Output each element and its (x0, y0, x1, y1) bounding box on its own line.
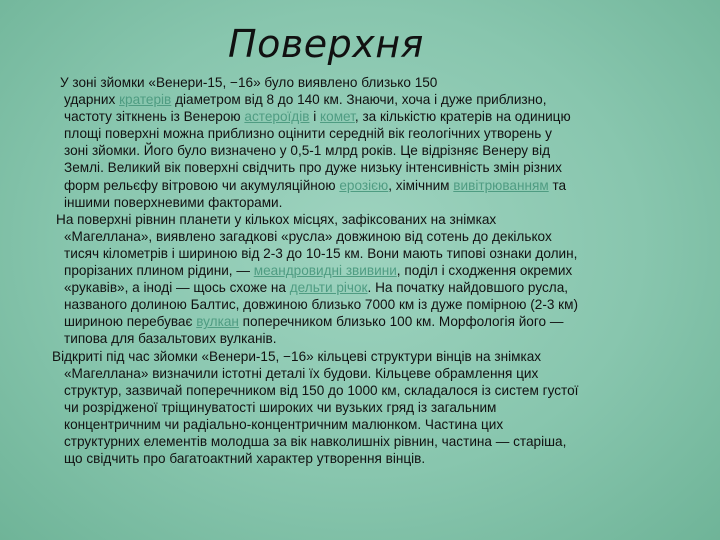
text-run: , поділ і сходження окремих (396, 263, 573, 279)
text-run: поперечником близько 100 км. Морфологія його — (238, 314, 564, 330)
text-run: У зоні зйомки «Венери-15, −16» було виявлено близько 150 (60, 75, 438, 90)
text-line (0, 125, 700, 142)
text-line (0, 91, 700, 108)
text-line (0, 348, 700, 365)
paragraph (0, 348, 700, 468)
text-run: , за кількістю кратерів на одиницю (354, 109, 571, 125)
text-run: структурних елементів молодша за вік навколишніх рівнин, частина — старіша, (64, 433, 567, 449)
text-line (0, 450, 700, 467)
hyperlink[interactable]: дельти річок (289, 280, 368, 296)
text-line (0, 416, 700, 433)
text-line (0, 245, 700, 262)
hyperlink[interactable]: ерозією (339, 177, 389, 193)
text-line (0, 365, 700, 382)
text-line (0, 211, 700, 228)
text-run: типова для базальтових вулканів. (64, 331, 277, 347)
text-run: концентричним чи радіально-концентричним малюнком. Частина цих (64, 416, 504, 432)
text-run: зоні зйомки. Його було визначено у 0,5-1 млрд років. Це відрізняє Венеру від (64, 143, 551, 159)
text-run: структур, зазвичай поперечником від 150 до 1000 км, складалося із систем густої (64, 382, 579, 398)
text-run: форм рельєфу вітровою чи акумуляційною (64, 177, 340, 193)
text-run: «рукавів», а іноді — щось схоже на (64, 280, 290, 296)
text-run: діаметром від 8 до 140 км. Знаючи, хоча і дуже приблизно, (171, 92, 547, 108)
page-title: Поверхня (228, 22, 424, 66)
text-line (0, 330, 700, 347)
text-run: іншими поверхневими факторами. (64, 194, 283, 210)
body-text (0, 74, 700, 467)
hyperlink[interactable]: кратерів (119, 92, 172, 108)
text-run: що свідчить про багатоактний характер утворення вінців. (64, 451, 426, 467)
text-run: та (548, 177, 567, 193)
paragraph (0, 211, 700, 348)
text-line (0, 262, 700, 279)
text-line (0, 382, 700, 399)
text-line (0, 194, 700, 211)
paragraph (0, 74, 700, 211)
hyperlink[interactable]: вивітрюванням (453, 177, 549, 193)
text-run: . На початку найдовшого русла, (367, 280, 569, 296)
text-run: Відкриті під час зйомки «Венери-15, −16» кільцеві структури вінців на знімках (52, 348, 542, 364)
text-run: прорізаних плином рідини, — (64, 263, 254, 279)
text-line (0, 142, 700, 159)
text-run: Землі. Великий вік поверхні свідчить про дуже низьку інтенсивність змін різних (64, 160, 562, 176)
hyperlink[interactable]: вулкан (196, 314, 239, 330)
text-line (0, 228, 700, 245)
text-run: «Магеллана» визначили істотні деталі їх будови. Кільцеве обрамлення цих (64, 365, 539, 381)
text-run: ударних (64, 92, 120, 108)
text-line (0, 159, 700, 176)
text-line (0, 399, 700, 416)
text-run: площі поверхні можна приблизно оцінити середній вік геологічних утворень у (64, 126, 552, 142)
text-line (0, 296, 700, 313)
text-line (0, 108, 700, 125)
hyperlink[interactable]: комет (320, 109, 355, 125)
hyperlink[interactable]: меандровидні звивини (253, 263, 397, 279)
text-run: «Магеллана», виявлено загадкові «русла» довжиною від сотень до декількох (64, 228, 552, 244)
text-line (0, 177, 700, 194)
text-run: шириною перебуває (64, 314, 197, 330)
text-run: і (309, 109, 321, 125)
text-run: , хімічним (388, 177, 454, 193)
text-run: частоту зіткнень із Венерою (64, 109, 245, 125)
text-line (0, 74, 700, 91)
text-line (0, 313, 700, 330)
text-line (0, 433, 700, 450)
text-run: На поверхні рівнин планети у кількох місцях, зафіксованих на знімках (56, 211, 497, 227)
text-run: тисяч кілометрів і шириною від 2-3 до 10-15 км. Вони мають типові ознаки долин, (64, 245, 578, 261)
text-run: названого долиною Балтис, довжиною близько 7000 км із дуже помірною (2-3 км) (64, 297, 579, 313)
text-line (0, 279, 700, 296)
hyperlink[interactable]: астероїдів (244, 109, 310, 125)
text-run: чи розрідженої тріщинуватості широких чи вузьких гряд із загальним (64, 399, 497, 415)
